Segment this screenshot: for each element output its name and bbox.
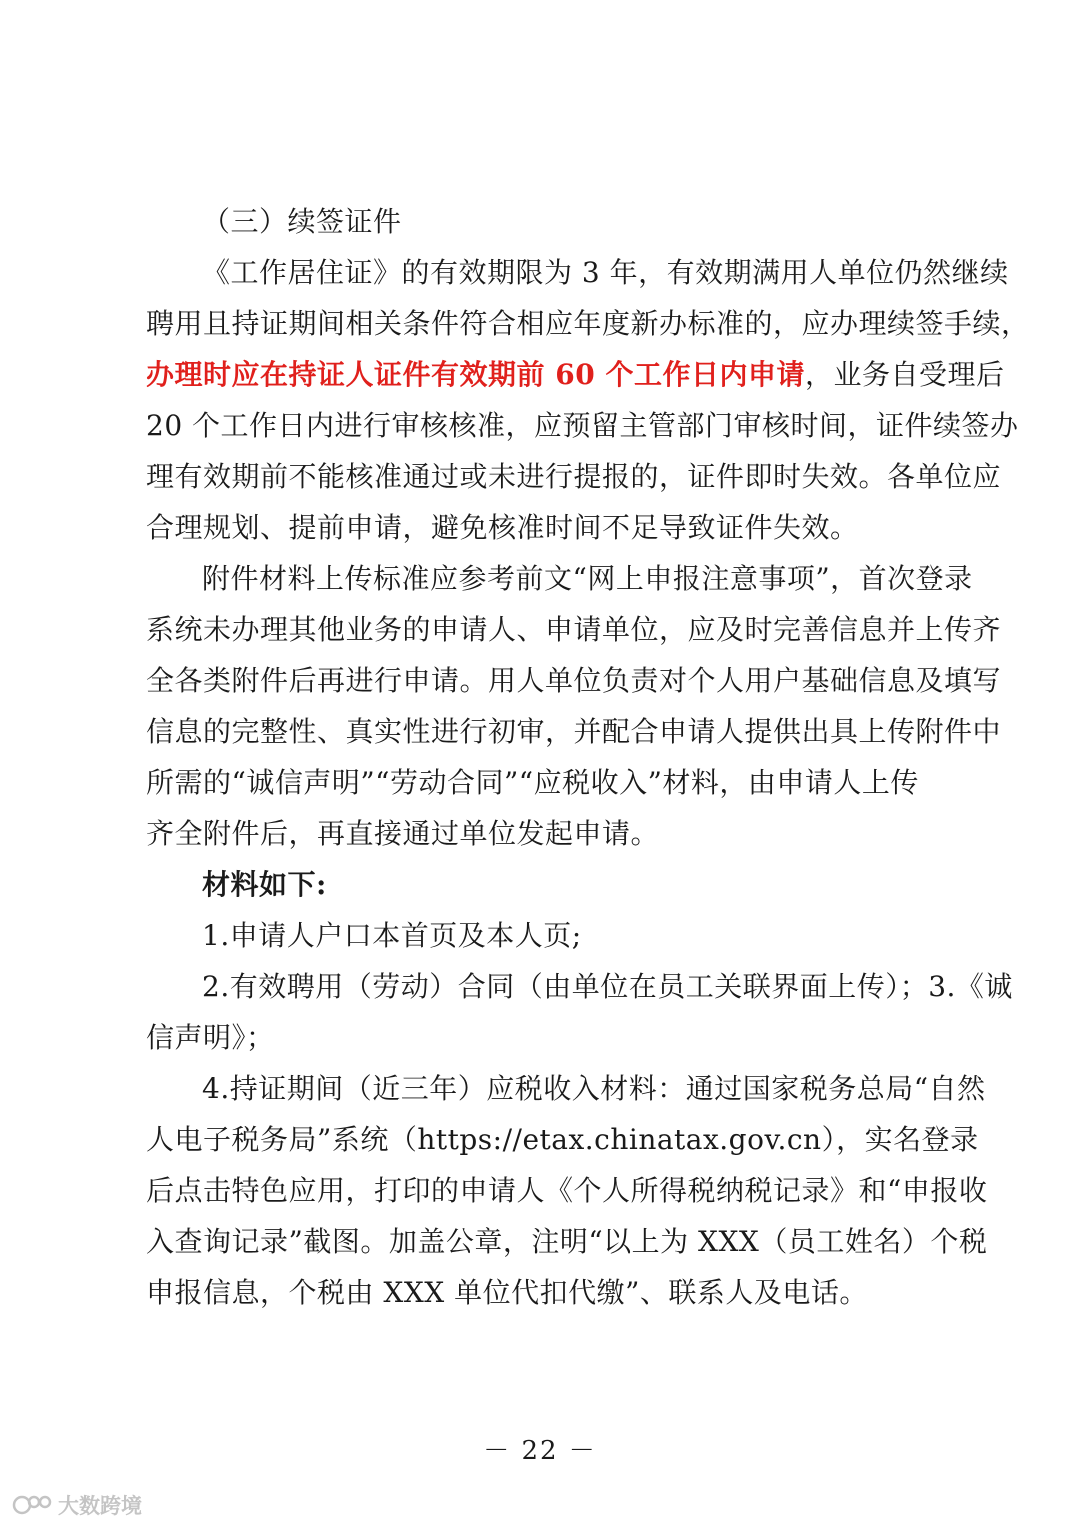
list-item-continuation: 信声明》； — [146, 1021, 275, 1054]
section-heading: （三）续签证件 — [202, 205, 402, 238]
list-item-continuation: 后点击特色应用，打印的申请人《个人所得税纳税记录》和“申报收 — [146, 1174, 988, 1207]
list-item: 4.持证期间（近三年）应税收入材料：通过国家税务总局“自然 — [202, 1072, 986, 1105]
paragraph-line: 系统未办理其他业务的申请人、申请单位，应及时完善信息并上传齐 — [146, 613, 1002, 646]
paragraph-attachments — [146, 553, 1002, 859]
watermark-text: 大数跨境 — [58, 1494, 142, 1518]
dashu-kuajing-logo-icon — [12, 1493, 52, 1517]
paragraph-line: 附件材料上传标准应参考前文“网上申报注意事项”，首次登录 — [202, 562, 973, 595]
paragraph-line: 理有效期前不能核准通过或未进行提报的，证件即时失效。各单位应 — [146, 460, 1002, 493]
list-item-continuation: 入查询记录”截图。加盖公章，注明“以上为 XXX（员工姓名）个税 — [146, 1225, 988, 1258]
paragraph-line: 聘用且持证期间相关条件符合相应年度新办标准的，应办理续签手续， — [146, 307, 1030, 340]
watermark — [12, 1490, 142, 1520]
paragraph-line: 合理规划、提前申请，避免核准时间不足导致证件失效。 — [146, 511, 859, 544]
list-item-continuation: 申报信息，个税由 XXX 单位代扣代缴”、联系人及电话。 — [146, 1276, 868, 1309]
list-item: 1.申请人户口本首页及本人页; — [202, 919, 582, 952]
paragraph-line: 所需的“诚信声明”“劳动合同”“应税收入”材料，由申请人上传 — [146, 766, 919, 799]
paragraph-line — [146, 349, 1005, 400]
paragraph-line: 全各类附件后再进行申请。用人单位负责对个人用户基础信息及填写 — [146, 664, 1002, 697]
document-body — [146, 196, 1030, 1318]
materials-heading: 材料如下: — [202, 868, 327, 901]
materials-list — [146, 910, 1013, 1318]
page-number: － 22 － — [483, 1436, 597, 1466]
list-item-continuation: 人电子税务局”系统（https://etax.chinatax.gov.cn），实名登录 — [146, 1123, 979, 1156]
list-item: 2.有效聘用（劳动）合同（由单位在员工关联界面上传）；3.《诚 — [202, 970, 1013, 1003]
paragraph-line: 齐全附件后，再直接通过单位发起申请。 — [146, 817, 660, 850]
paragraph-text: ，业务自受理后 — [804, 358, 1005, 391]
paragraph-line: 信息的完整性、真实性进行初审，并配合申请人提供出具上传附件中 — [146, 715, 1002, 748]
paragraph-line: 20 个工作日内进行审核核准，应预留主管部门审核时间，证件续签办 — [146, 409, 1019, 442]
highlighted-deadline-text: 办理时应在持证人证件有效期前 60 个工作日内申请 — [146, 358, 805, 391]
paragraph-renewal — [146, 247, 1030, 553]
paragraph-line: 《工作居住证》的有效期限为 3 年，有效期满用人单位仍然继续 — [202, 256, 1009, 289]
